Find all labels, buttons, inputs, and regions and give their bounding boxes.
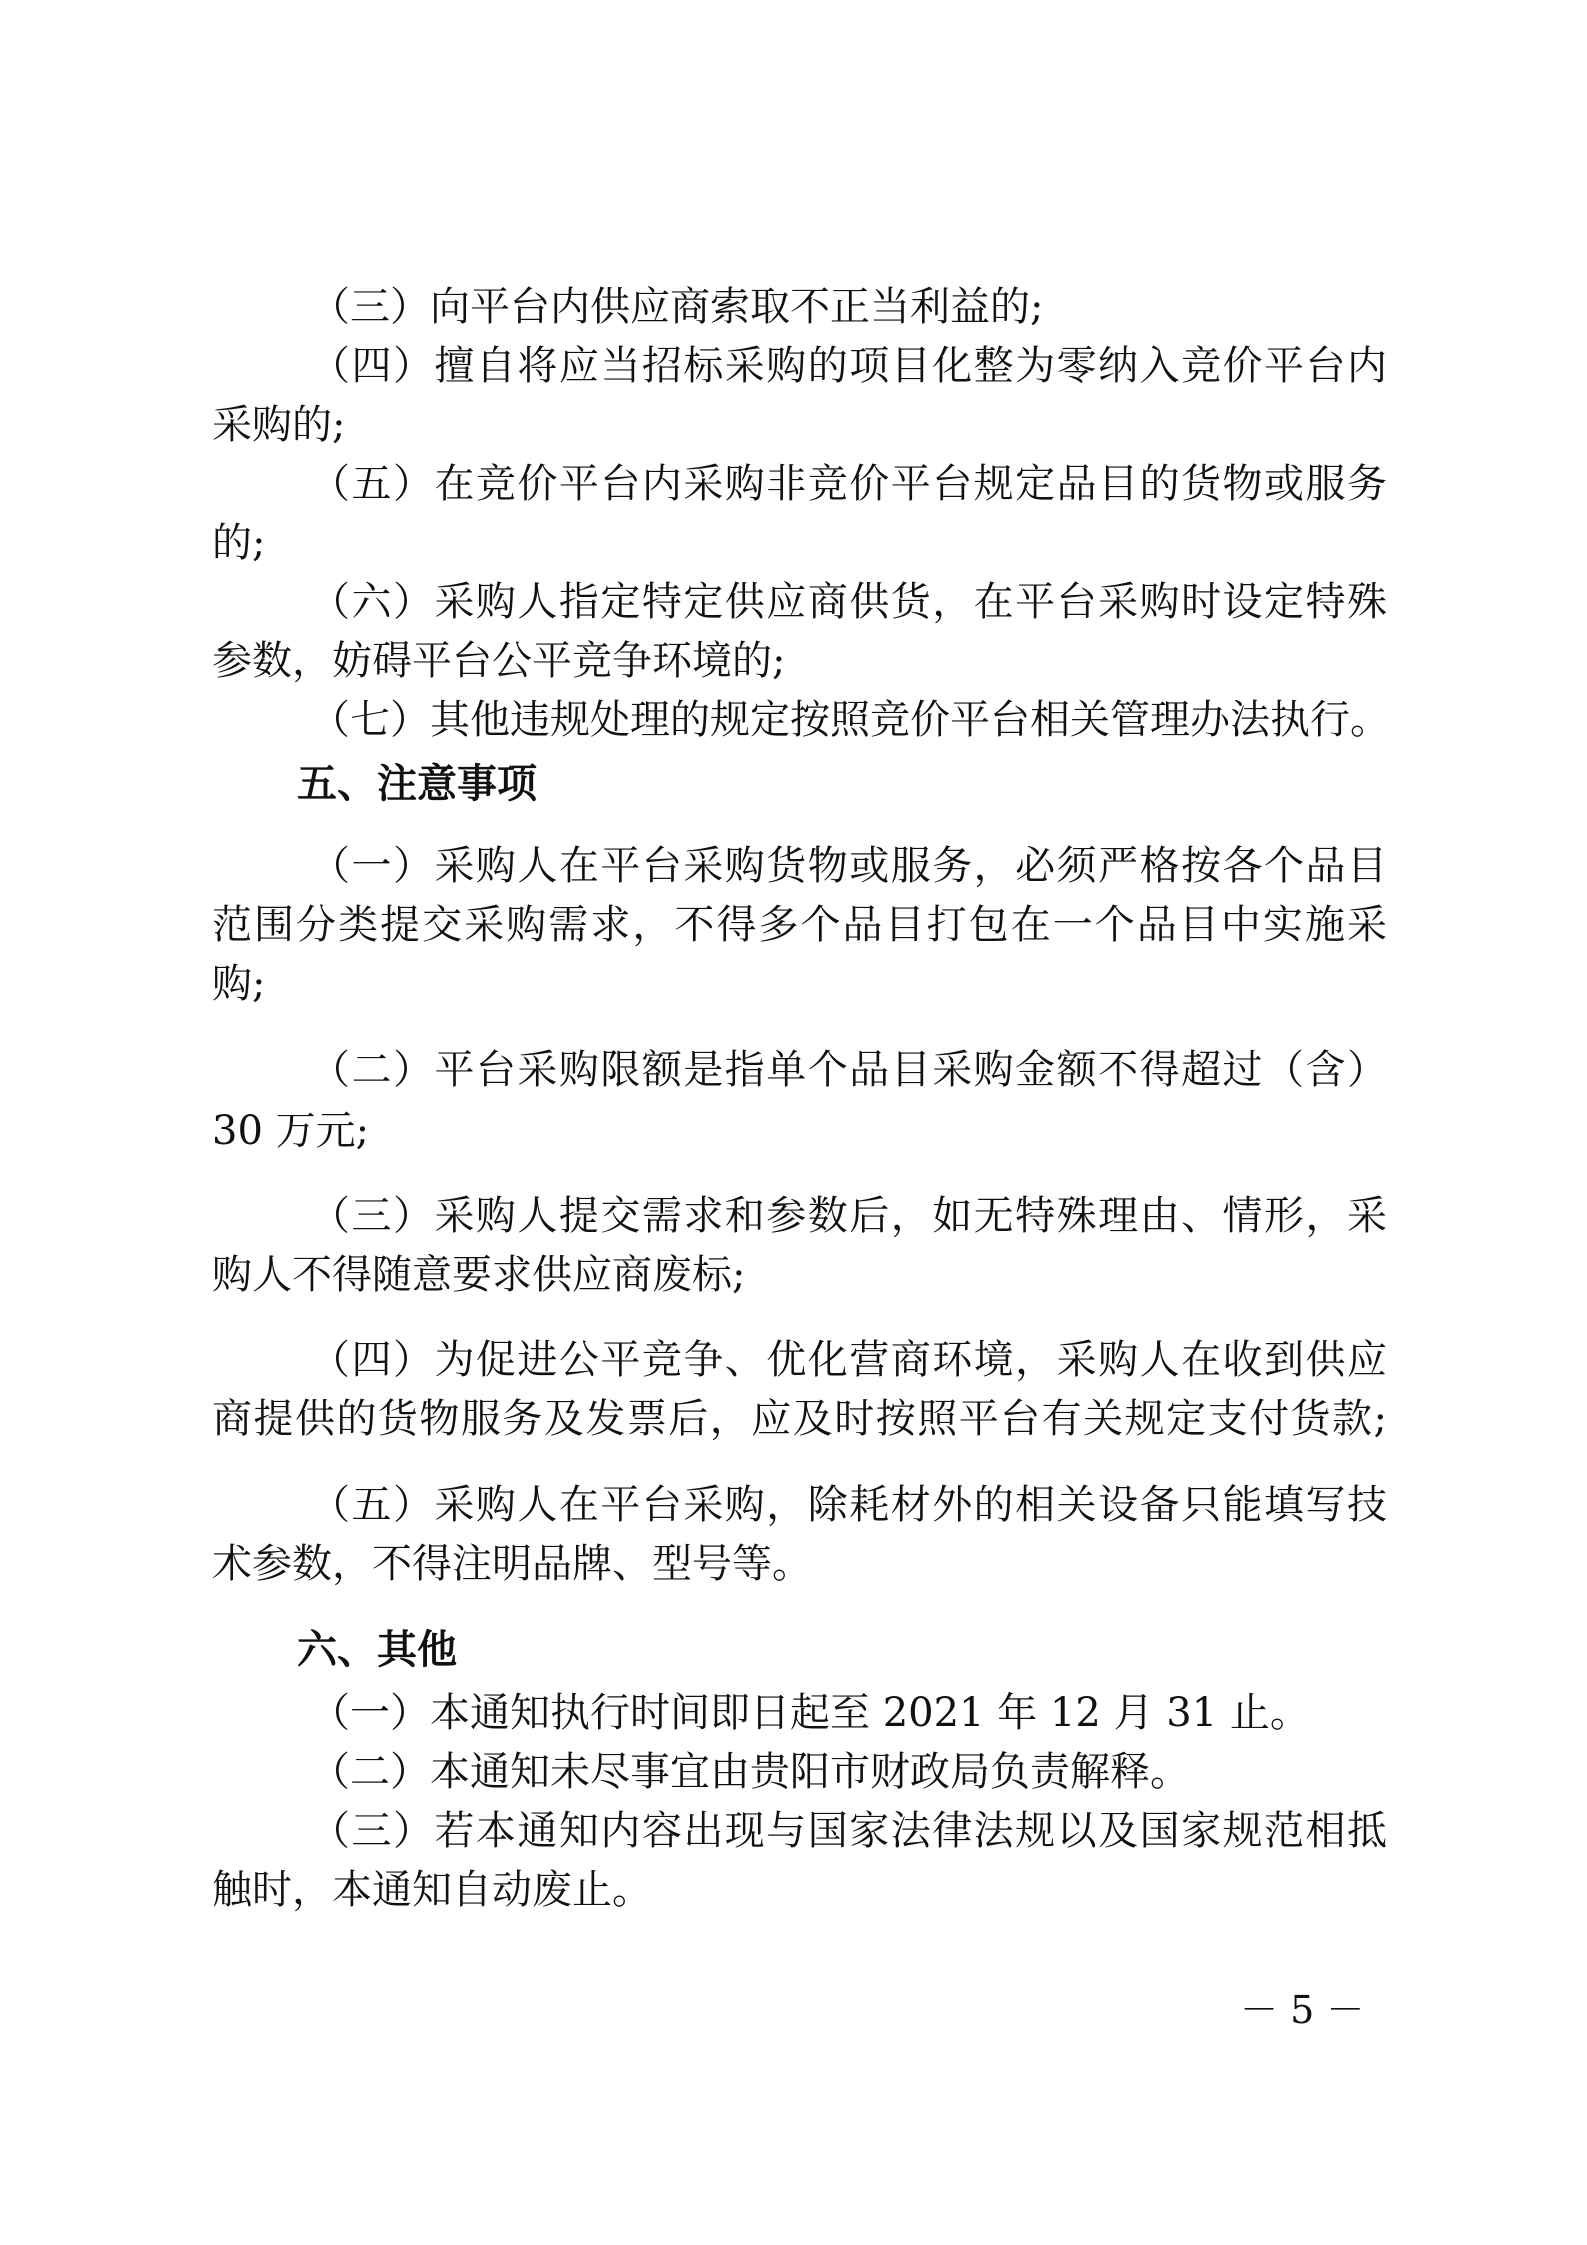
paragraph-line: （二）平台采购限额是指单个品目采购金额不得超过（含） bbox=[310, 1047, 1387, 1093]
paragraph-line: （七）其他违规处理的规定按照竞价平台相关管理办法执行。 bbox=[310, 697, 1390, 743]
paragraph-line: 商提供的货物服务及发票后，应及时按照平台有关规定支付货款; bbox=[212, 1396, 1387, 1442]
paragraph-line: （五）在竞价平台内采购非竞价平台规定品目的货物或服务 bbox=[310, 461, 1387, 507]
paragraph-line: （三）若本通知内容出现与国家法律法规以及国家规范相抵 bbox=[310, 1808, 1387, 1854]
paragraph-line: （一）采购人在平台采购货物或服务，必须严格按各个品目 bbox=[310, 843, 1387, 889]
paragraph-line: （二）本通知未尽事宜由贵阳市财政局负责解释。 bbox=[310, 1749, 1190, 1795]
paragraph-line: 30 万元; bbox=[212, 1108, 370, 1154]
paragraph-line: 范围分类提交采购需求，不得多个品目打包在一个品目中实施采 bbox=[212, 902, 1387, 948]
paragraph-line: （三）采购人提交需求和参数后，如无特殊理由、情形，采 bbox=[310, 1193, 1387, 1239]
paragraph-line: 购人不得随意要求供应商废标; bbox=[212, 1252, 746, 1298]
page-number: － 5 － bbox=[1240, 1988, 1365, 2032]
paragraph-line: 采购的; bbox=[212, 402, 346, 448]
paragraph-line: （三）向平台内供应商索取不正当利益的; bbox=[310, 284, 1044, 330]
section-heading: 六、其他 bbox=[297, 1627, 457, 1673]
paragraph-line: 术参数，不得注明品牌、型号等。 bbox=[212, 1541, 812, 1587]
paragraph-line: 的; bbox=[212, 520, 266, 566]
paragraph-line: （六）采购人指定特定供应商供货，在平台采购时设定特殊 bbox=[310, 579, 1387, 625]
paragraph-line: （一）本通知执行时间即日起至 2021 年 12 月 31 止。 bbox=[310, 1690, 1310, 1736]
paragraph-line: 触时，本通知自动废止。 bbox=[212, 1867, 652, 1913]
section-heading: 五、注意事项 bbox=[297, 761, 537, 807]
paragraph-line: （四）擅自将应当招标采购的项目化整为零纳入竞价平台内 bbox=[310, 343, 1387, 389]
paragraph-line: （五）采购人在平台采购，除耗材外的相关设备只能填写技 bbox=[310, 1482, 1387, 1528]
paragraph-line: 参数，妨碍平台公平竞争环境的; bbox=[212, 638, 786, 684]
paragraph-line: 购; bbox=[212, 961, 266, 1007]
paragraph-line: （四）为促进公平竞争、优化营商环境，采购人在收到供应 bbox=[310, 1337, 1387, 1383]
